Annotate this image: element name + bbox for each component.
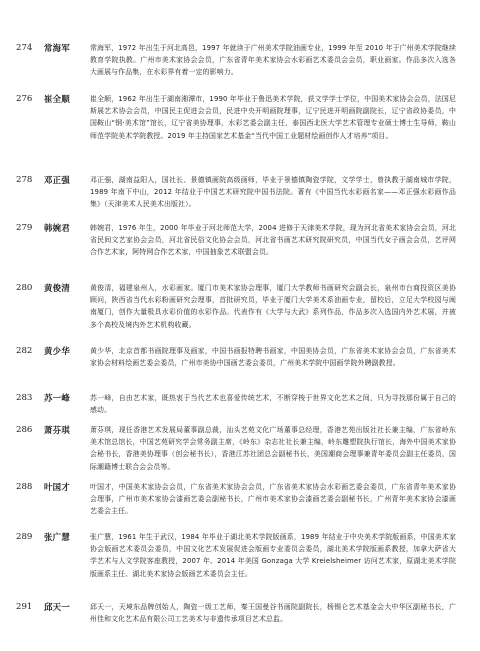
page-number: 289: [16, 532, 33, 542]
page-number: 282: [16, 346, 33, 356]
page-number: 288: [16, 482, 33, 492]
artist-bio: 邓正强，湖南益阳人，国社长、景德镇画院高级画师，毕业于景德镇陶瓷学院，文学学士，曾执教于湖南城市学院，1989 年南下中山，2012 年结业于中国艺术研究院中国书法院。著有《中国当代水彩画名家——邓正强水彩画作品集》（天津美术人民美术出版社）。: [90, 176, 456, 209]
artist-bio: 萧芬琪，现任香港艺术发展局董事副总裁，汕头艺苑文化广场董事总经理，香港艺苑出版社社长兼主编，广东省岭东美术馆总馆长，中国艺苑研究学会常务副主席，《岭东》杂志社社长兼主编，岭东雕塑院执行馆长，海外中国美术家协会秘书长，香港美协理事（创会秘书长），香港江苏社团总会副秘书长，美国潮商会理事兼青年委员会副主任委员，国际潮籍博士联合会会员等。: [90, 426, 456, 471]
artist-bio: 黄俊清，福建泉州人，水彩画家。厦门市美术家协会理事，厦门大学教师书画研究会副会长，泉州市台商投资区美协顾问，陕西省当代水彩粉画研究会理事，首批研究员，毕业于厦门大学美术系油画专业，留校后，立足大学校园与闽南厦门，创作大量极具水彩价值的水彩作品。代表作有《大学与大武》系列作品，作品多次入选国内外艺术展，并被多个高校及境内外艺术机构收藏。: [90, 284, 456, 329]
page-number: 280: [16, 283, 33, 293]
artist-name: 张广慧: [44, 532, 71, 542]
page-number: 278: [16, 175, 33, 185]
artist-bio: 常海军，1972 年出生于河北高邑，1997 年就读于广州美术学院油画专业，1999 年至 2010 年于广州美术学院继续教育学院执教。广州市美术家协会会员，广东省青年美术家协会水彩画艺术委员会会员，职业画家。作品多次入选各大画展与作品集，在水彩界有着一定的影响力。: [90, 44, 456, 77]
artist-bio: 张广慧，1961 年生于武汉，1984 年毕业于湖北美术学院版画系，1989 年结业于中央美术学院版画系，中国美术家协会版画艺术委员会委员，中国文化艺术发展促进会版画专业委员会委员，湖北美术学院版画系教授，加拿大萨省大学艺术与人文学院客座教授，2007 年、2014 年美国 Gonzaga 大学 Kreielsheimer 访问艺术家，原湖北美术学院版画系主任、湖北美术家协会版画艺术委员会主任。: [90, 533, 456, 578]
artist-bio: 黄少华，北京首都书画院理事及画家，中国书画报特聘书画家，中国美协会员，广东省美术家协会会员，广东省美术家协会材料绘画艺委会委员，广州市美协中国画艺委会委员，广州美术学院中国画学院外聘副教授。: [90, 347, 456, 368]
page-number: 279: [16, 223, 33, 233]
artist-name: 常海军: [44, 43, 71, 53]
page-number: 286: [16, 425, 33, 435]
artist-bio: 叶国才，中国美术家协会会员，广东省美术家协会会员，广东省美术家协会水彩画艺委会委员，广东省青年美术家协会理事，广州市美术家协会漆画艺委会副秘书长，广州市美术家协会漆画艺委会副秘书长，广州青年美术家协会漆画艺委会主任。: [90, 483, 456, 516]
artist-bio: 邱天一，天境东品牌创始人，陶瓷一级工艺师，秦王国曼谷书画院副院长，杨锡仑艺术基金会大中华区副秘书长，广州佳和文化艺术品有限公司工艺美术与非遗传承项目艺术总监。: [90, 603, 456, 624]
artist-bio: 崔全顺，1962 年出生于湖南湘潭市，1990 年毕业于鲁迅美术学院，获文学学士学位，中国美术家协会会员，法国尼斯展艺术协会会员，中国民主促进会会员，民进中央开明画院理事，辽宁民进开明画院副院长，辽宁省政协委员，中国鞍山“钢·美术馆”馆长，辽宁省美协理事，水彩艺委会副主任，泰国西北医大学艺术管理专业硕士博士生导师，鞍山师范学院美术学院教授。2019 年主持国家艺术基金“当代中国工业题材绘画创作人才培养”项目。: [90, 95, 456, 140]
artist-name: 叶国才: [44, 482, 71, 492]
page-number: 274: [16, 43, 33, 53]
artist-name: 崔全顺: [44, 94, 71, 104]
artist-name: 萧芬琪: [44, 425, 71, 435]
page-number: 276: [16, 94, 33, 104]
artist-name: 黄少华: [44, 346, 71, 356]
page-number: 283: [16, 393, 33, 403]
artist-bio: 苏一峰，自由艺术家，既热衷于当代艺术也喜爱传统艺术，不断穿梭于世界文化艺术之间，只为寻找那份属于自己的感动。: [90, 394, 456, 415]
artist-name: 苏一峰: [44, 393, 71, 403]
artist-bio: 韩婉君，1976 年生，2000 年毕业于河北师范大学，2004 进修于天津美术学院，现为河北省美术家协会会员，河北省民间文艺家协会会员，河北省民俗文化协会会员，河北省书画艺术研究院研究员，中国当代女子画会会员，艺评网合作艺术家，阿特网合作艺术家，中国抽象艺术联盟会员。: [90, 224, 456, 257]
page-number: 291: [16, 602, 33, 612]
artist-name: 邱天一: [44, 602, 71, 612]
artist-name: 黄俊清: [44, 283, 71, 293]
artist-name: 邓正强: [44, 175, 71, 185]
artist-name: 韩婉君: [44, 223, 71, 233]
